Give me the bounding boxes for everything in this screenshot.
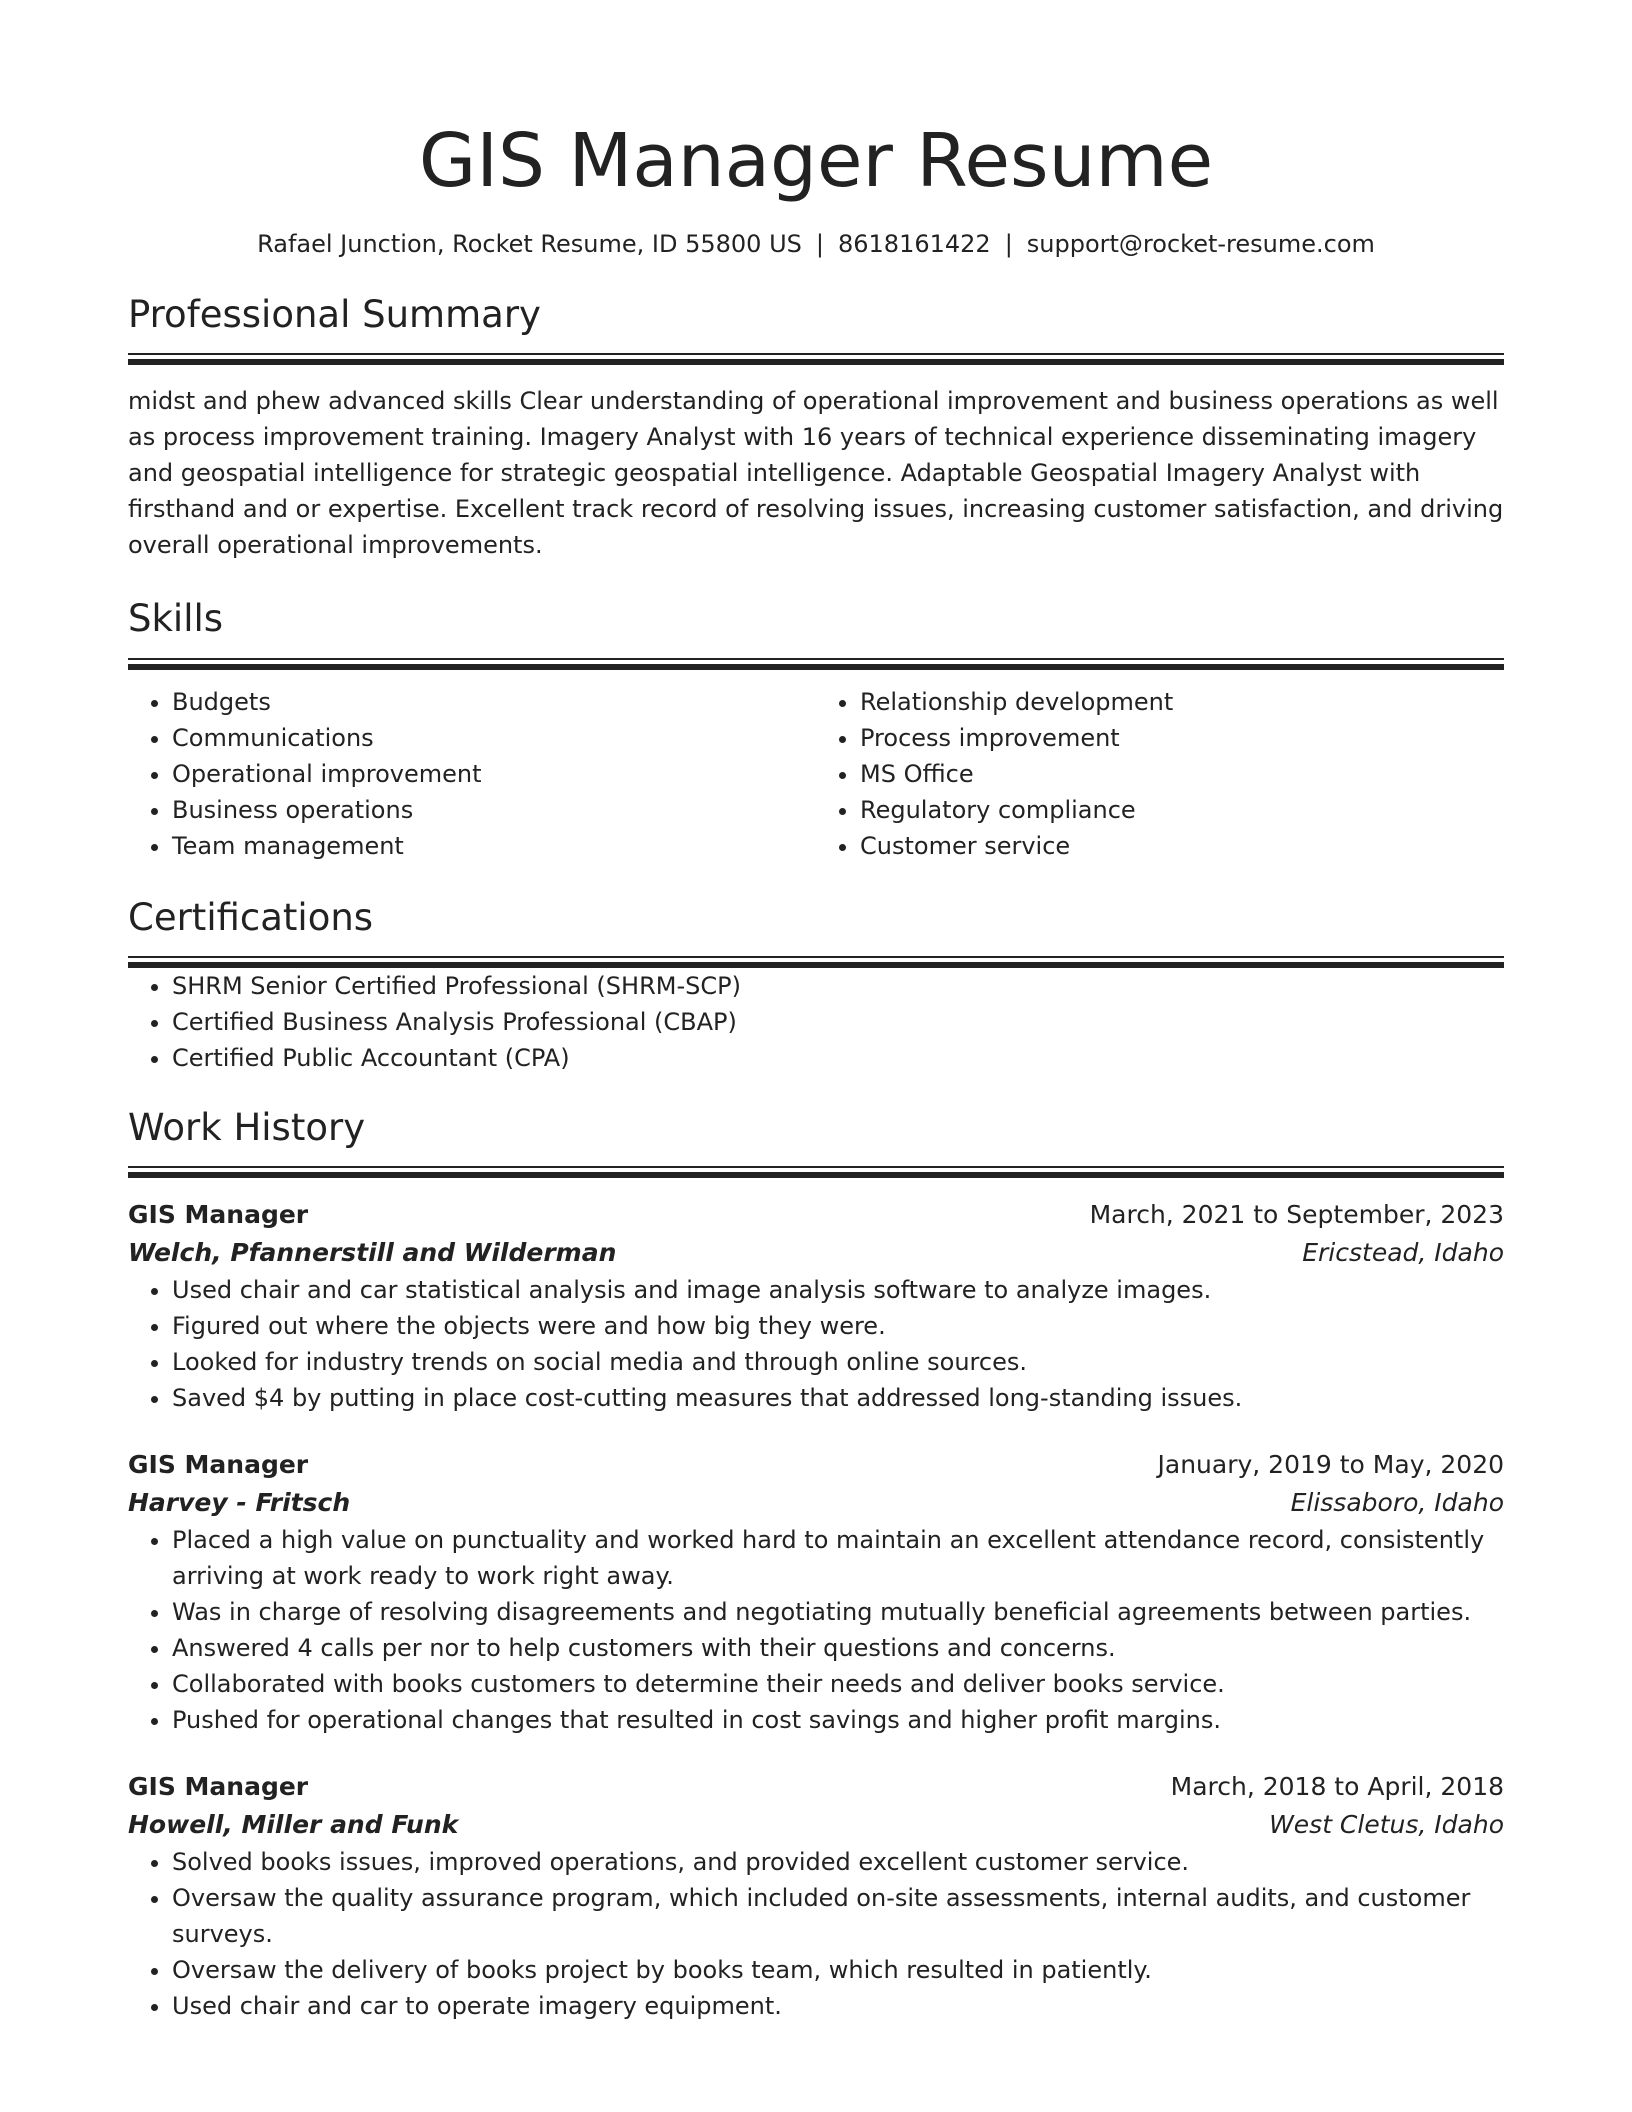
- job-title: GIS Manager: [128, 1772, 309, 1802]
- job-bullet: • Used chair and car to operate imagery equipment.: [172, 1988, 1504, 2024]
- job-bullet: • Saved $4 by putting in place cost-cutting measures that addressed long-standing issues.: [172, 1380, 1504, 1416]
- job-dates: January, 2019 to May, 2020: [1157, 1450, 1504, 1480]
- section-heading-certifications: Certifications: [128, 895, 374, 939]
- contact-separator: |: [815, 230, 824, 258]
- skills-grid: [128, 684, 1504, 864]
- job-entry: [128, 1768, 1504, 2024]
- job-company: Welch, Pfannerstill and Wilderman: [128, 1238, 617, 1268]
- job-bullet: • Used chair and car statistical analysis and image analysis software to analyze images.: [172, 1272, 1504, 1308]
- job-entry: [128, 1446, 1504, 1738]
- skill-item: • Process improvement: [860, 720, 1504, 756]
- resume-page: [128, 0, 1504, 2024]
- job-bullet: • Answered 4 calls per nor to help customers with their questions and concerns.: [172, 1630, 1504, 1666]
- skills-list-right: [816, 684, 1504, 864]
- section-divider: [128, 658, 1504, 670]
- job-bullets: [128, 1844, 1504, 2024]
- job-subheader: [128, 1484, 1504, 1522]
- job-subheader: [128, 1234, 1504, 1272]
- skill-item: • Team management: [172, 828, 816, 864]
- job-location: Ericstead, Idaho: [1302, 1238, 1504, 1268]
- job-header: [128, 1768, 1504, 1806]
- job-title: GIS Manager: [128, 1200, 309, 1230]
- job-dates: March, 2021 to September, 2023: [1089, 1200, 1504, 1230]
- job-bullet: • Placed a high value on punctuality and worked hard to maintain an excellent attendance record, consistently arriving at work ready to work right away.: [172, 1522, 1504, 1594]
- job-company: Harvey - Fritsch: [128, 1488, 351, 1518]
- section-divider: [128, 1166, 1504, 1178]
- section-divider: [128, 956, 1504, 968]
- skill-item: • Regulatory compliance: [860, 792, 1504, 828]
- skill-item: • Budgets: [172, 684, 816, 720]
- skill-item: • Relationship development: [860, 684, 1504, 720]
- job-header: [128, 1446, 1504, 1484]
- skill-item: • Operational improvement: [172, 756, 816, 792]
- job-location: Elissaboro, Idaho: [1290, 1488, 1504, 1518]
- certification-item: • Certified Business Analysis Professional (CBAP): [172, 1004, 1504, 1040]
- resume-title: GIS Manager Resume: [418, 118, 1214, 204]
- contact-line: [128, 230, 1504, 259]
- skill-item: • Business operations: [172, 792, 816, 828]
- job-location: West Cletus, Idaho: [1269, 1810, 1504, 1840]
- summary-section: [128, 293, 1504, 563]
- section-heading-summary: Professional Summary: [128, 292, 541, 336]
- job-header: [128, 1196, 1504, 1234]
- contact-address: Rafael Junction, Rocket Resume, ID 55800 US: [257, 230, 802, 258]
- job-bullet: • Oversaw the quality assurance program, which included on-site assessments, internal audits, and customer surveys.: [172, 1880, 1504, 1952]
- job-bullet: • Solved books issues, improved operations, and provided excellent customer service.: [172, 1844, 1504, 1880]
- job-bullet: • Collaborated with books customers to determine their needs and deliver books service.: [172, 1666, 1504, 1702]
- section-divider: [128, 353, 1504, 365]
- job-bullet: • Was in charge of resolving disagreements and negotiating mutually beneficial agreements between parties.: [172, 1594, 1504, 1630]
- job-title: GIS Manager: [128, 1450, 309, 1480]
- job-bullet: • Oversaw the delivery of books project by books team, which resulted in patiently.: [172, 1952, 1504, 1988]
- job-bullets: [128, 1272, 1504, 1416]
- summary-text: midst and phew advanced skills Clear understanding of operational improvement and business operations as well as process improvement training. Imagery Analyst with 16 years of technical experience disseminating imagery and geospatial intelligence for strategic geospatial intelligence. Adaptable Geospatial Imagery Analyst with firsthand and or expertise. Excellent track record of resolving issues, increasing customer satisfaction, and driving overall operational improvements.: [128, 387, 1504, 560]
- skill-item: • Customer service: [860, 828, 1504, 864]
- job-bullet: • Figured out where the objects were and how big they were.: [172, 1308, 1504, 1344]
- skills-section: [128, 597, 1504, 863]
- certification-item: • SHRM Senior Certified Professional (SHRM-SCP): [172, 968, 1504, 1004]
- job-entry: [128, 1196, 1504, 1416]
- contact-email: support@rocket-resume.com: [1026, 230, 1375, 258]
- job-company: Howell, Miller and Funk: [128, 1810, 459, 1840]
- certification-item: • Certified Public Accountant (CPA): [172, 1040, 1504, 1076]
- job-bullet: • Pushed for operational changes that resulted in cost savings and higher profit margins.: [172, 1702, 1504, 1738]
- section-heading-work-history: Work History: [128, 1105, 366, 1149]
- skills-list-left: [128, 684, 816, 864]
- job-bullet: • Looked for industry trends on social media and through online sources.: [172, 1344, 1504, 1380]
- certifications-section: [128, 896, 1504, 1076]
- certifications-list: [128, 968, 1504, 1076]
- section-heading-skills: Skills: [128, 597, 224, 641]
- skill-item: • Communications: [172, 720, 816, 756]
- skill-item: • MS Office: [860, 756, 1504, 792]
- job-bullets: [128, 1522, 1504, 1738]
- job-subheader: [128, 1806, 1504, 1844]
- contact-phone: 8618161422: [837, 230, 991, 258]
- work-history-section: [128, 1106, 1504, 2024]
- job-dates: March, 2018 to April, 2018: [1170, 1772, 1504, 1802]
- contact-separator: |: [1004, 230, 1013, 258]
